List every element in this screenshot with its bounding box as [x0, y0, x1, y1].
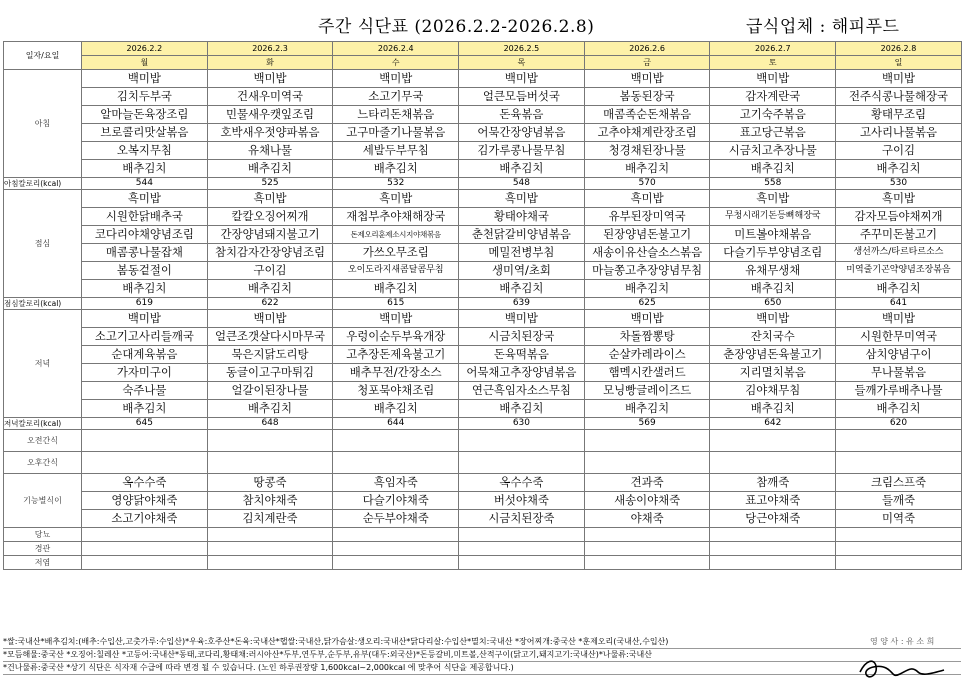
snack-cell [207, 452, 333, 474]
dish-cell: 백미밥 [584, 70, 710, 88]
dish-cell: 청경채된장나물 [584, 142, 710, 160]
calorie-cell: 558 [710, 178, 836, 190]
calorie-cell: 622 [207, 298, 333, 310]
snack-cell [710, 430, 836, 452]
weekly-menu-table [3, 41, 962, 570]
dish-cell: 배추김치 [82, 400, 208, 418]
day-header: 금 [584, 56, 710, 70]
dish-cell: 햄멕시칸샐러드 [584, 364, 710, 382]
dinner-calorie-label: 저녁칼로리(kcal) [4, 418, 82, 430]
breakfast-calorie-label: 아침칼로리(kcal) [4, 178, 82, 190]
snack-label: 오전간식 [4, 430, 82, 452]
dish-cell: 김치두부국 [82, 88, 208, 106]
calorie-cell: 548 [459, 178, 585, 190]
calorie-cell: 639 [459, 298, 585, 310]
dish-cell: 재첩부추야채해장국 [333, 208, 459, 226]
diet-cell [710, 528, 836, 542]
dish-cell: 새송이유산슬소스볶음 [584, 244, 710, 262]
snack-cell [459, 452, 585, 474]
dish-cell: 새송이야채죽 [584, 492, 710, 510]
dish-cell: 흑미밥 [333, 190, 459, 208]
dish-cell: 백미밥 [710, 70, 836, 88]
dish-cell: 가쓰오무조림 [333, 244, 459, 262]
dish-cell: 배추김치 [710, 160, 836, 178]
dish-cell: 백미밥 [207, 310, 333, 328]
dish-cell: 배추김치 [207, 400, 333, 418]
diet-label: 경관 [4, 542, 82, 556]
diet-cell [584, 556, 710, 570]
dish-cell: 표고야채죽 [710, 492, 836, 510]
dish-cell: 간장양념돼지불고기 [207, 226, 333, 244]
dish-cell: 매콤콩나물잡채 [82, 244, 208, 262]
dish-cell: 미역줄기곤약양념조장볶음 [836, 262, 962, 280]
dish-cell: 배추무전/간장소스 [333, 364, 459, 382]
footer-line: *쌀:국내산*배추김치:(배추:수입산,고춧가루:수입산)*우육:호주산*돈육:국내산*햅쌀:국내산,닭가슴살:생오리:국내산*닭다리살:수입산*멸치:국내산 *장어찌개:중국산 *훈제오리(국내산,수입산) [3, 636, 961, 649]
dish-cell: 흑미밥 [836, 190, 962, 208]
calorie-cell: 620 [836, 418, 962, 430]
dish-cell: 김가루콩나물무침 [459, 142, 585, 160]
dish-cell: 백미밥 [333, 310, 459, 328]
dish-cell: 삼치양념구이 [836, 346, 962, 364]
dish-cell: 시원한닭배추국 [82, 208, 208, 226]
diet-cell [836, 528, 962, 542]
dish-cell: 백미밥 [836, 70, 962, 88]
dish-cell: 청포묵야채조림 [333, 382, 459, 400]
dish-cell: 알마늘돈육장조림 [82, 106, 208, 124]
lunch-label: 점심 [4, 190, 82, 298]
dish-cell: 김치계란죽 [207, 510, 333, 528]
title-bar [0, 0, 964, 40]
dish-cell: 생미역/초회 [459, 262, 585, 280]
dish-cell: 돈육볶음 [459, 106, 585, 124]
dish-cell: 배추김치 [459, 280, 585, 298]
diet-cell [459, 556, 585, 570]
diet-cell [584, 542, 710, 556]
snack-cell [584, 430, 710, 452]
dish-cell: 유채무생채 [710, 262, 836, 280]
dish-cell: 참깨죽 [710, 474, 836, 492]
dish-cell: 소고기야채죽 [82, 510, 208, 528]
dish-cell: 견과죽 [584, 474, 710, 492]
day-header: 토 [710, 56, 836, 70]
calorie-cell: 530 [836, 178, 962, 190]
calorie-cell: 532 [333, 178, 459, 190]
snack-cell [333, 452, 459, 474]
date-header: 2026.2.5 [459, 42, 585, 56]
dish-cell: 무청시래기돈등뼈해장국 [710, 208, 836, 226]
dish-cell: 배추김치 [584, 160, 710, 178]
dish-cell: 김야채무침 [710, 382, 836, 400]
functional-label: 기능별식이 [4, 474, 82, 528]
calorie-cell: 648 [207, 418, 333, 430]
footer-notes [3, 636, 961, 675]
dish-cell: 얼갈이된장나물 [207, 382, 333, 400]
dish-cell: 영양닭야채죽 [82, 492, 208, 510]
diet-cell [333, 542, 459, 556]
calorie-cell: 630 [459, 418, 585, 430]
dish-cell: 미트볼야채볶음 [710, 226, 836, 244]
day-header: 수 [333, 56, 459, 70]
dish-cell: 백미밥 [836, 310, 962, 328]
diet-label: 당뇨 [4, 528, 82, 542]
dish-cell: 백미밥 [710, 310, 836, 328]
dish-cell: 흑미밥 [584, 190, 710, 208]
dish-cell: 옥수수죽 [82, 474, 208, 492]
dish-cell: 어묵채고추장양념볶음 [459, 364, 585, 382]
dish-cell: 무나물볶음 [836, 364, 962, 382]
snack-cell [82, 452, 208, 474]
dish-cell: 동글이고구마튀김 [207, 364, 333, 382]
calorie-cell: 619 [82, 298, 208, 310]
dish-cell: 잔치국수 [710, 328, 836, 346]
dish-cell: 어묵간장양념볶음 [459, 124, 585, 142]
dish-cell: 묵은지닭도리탕 [207, 346, 333, 364]
dish-cell: 브로콜리맛살볶음 [82, 124, 208, 142]
dish-cell: 소고기고사리들깨국 [82, 328, 208, 346]
dish-cell: 오이도라지새콤달콤무침 [333, 262, 459, 280]
dish-cell: 코다리야채양념조림 [82, 226, 208, 244]
calorie-cell: 525 [207, 178, 333, 190]
dish-cell: 백미밥 [459, 70, 585, 88]
dish-cell: 백미밥 [82, 310, 208, 328]
dish-cell: 흑미밥 [710, 190, 836, 208]
calorie-cell: 644 [333, 418, 459, 430]
calorie-cell: 641 [836, 298, 962, 310]
dish-cell: 고구마줄기나물볶음 [333, 124, 459, 142]
diet-cell [710, 542, 836, 556]
day-header: 목 [459, 56, 585, 70]
diet-cell [333, 556, 459, 570]
snack-cell [584, 452, 710, 474]
diet-cell [459, 542, 585, 556]
header-label: 일자/요일 [4, 42, 82, 70]
dish-cell: 황태야채국 [459, 208, 585, 226]
dish-cell: 감자모듬야채찌개 [836, 208, 962, 226]
dish-cell: 시원한무미역국 [836, 328, 962, 346]
date-header: 2026.2.7 [710, 42, 836, 56]
dish-cell: 흑미밥 [82, 190, 208, 208]
dish-cell: 백미밥 [584, 310, 710, 328]
calorie-cell: 544 [82, 178, 208, 190]
diet-cell [836, 542, 962, 556]
dish-cell: 유채나물 [207, 142, 333, 160]
dish-cell: 봄동된장국 [584, 88, 710, 106]
calorie-cell: 570 [584, 178, 710, 190]
vendor-name: 급식업체 : 해피푸드 [746, 17, 900, 37]
lunch-calorie-label: 점심칼로리(kcal) [4, 298, 82, 310]
nutritionist-signature [852, 650, 952, 686]
dish-cell: 시금치고추장나물 [710, 142, 836, 160]
dinner-label: 저녁 [4, 310, 82, 418]
snack-label: 오후간식 [4, 452, 82, 474]
diet-cell [82, 528, 208, 542]
diet-cell [82, 556, 208, 570]
dish-cell: 배추김치 [82, 280, 208, 298]
calorie-cell: 650 [710, 298, 836, 310]
dish-cell: 야채죽 [584, 510, 710, 528]
dish-cell: 고추장돈제육불고기 [333, 346, 459, 364]
dish-cell: 마늘쫑고추장양념무침 [584, 262, 710, 280]
dish-cell: 당근야채죽 [710, 510, 836, 528]
day-header: 일 [836, 56, 962, 70]
date-header: 2026.2.3 [207, 42, 333, 56]
dish-cell: 시금치된장죽 [459, 510, 585, 528]
diet-cell [207, 556, 333, 570]
dish-cell: 다슬기야채죽 [333, 492, 459, 510]
diet-cell [836, 556, 962, 570]
dish-cell: 참치야채죽 [207, 492, 333, 510]
dish-cell: 흑미밥 [207, 190, 333, 208]
dish-cell: 배추김치 [584, 280, 710, 298]
dish-cell: 우렁이순두부육개장 [333, 328, 459, 346]
dish-cell: 차돌짬뽕탕 [584, 328, 710, 346]
dish-cell: 백미밥 [333, 70, 459, 88]
diet-cell [207, 542, 333, 556]
dish-cell: 민물새우캣잎조림 [207, 106, 333, 124]
footer-line: *건나물류:중국산 *상기 식단은 식자재 수급에 따라 변경 될 수 있습니다. (노인 하루권장량 1,600kcal~2,000kcal 에 맞추어 식단을 제공합니다.) [3, 662, 961, 675]
dish-cell: 모닝빵글레이즈드 [584, 382, 710, 400]
dish-cell: 지리멸치볶음 [710, 364, 836, 382]
dish-cell: 생선까스/타르타르소스 [836, 244, 962, 262]
date-header: 2026.2.4 [333, 42, 459, 56]
diet-cell [710, 556, 836, 570]
dish-cell: 소고기무국 [333, 88, 459, 106]
dish-cell: 배추김치 [836, 400, 962, 418]
dish-cell: 배추김치 [459, 400, 585, 418]
calorie-cell: 625 [584, 298, 710, 310]
dish-cell: 구이김 [207, 262, 333, 280]
dish-cell: 유부된장미역국 [584, 208, 710, 226]
dish-cell: 배추김치 [333, 280, 459, 298]
diet-cell [82, 542, 208, 556]
dish-cell: 호박새우젓양파볶음 [207, 124, 333, 142]
calorie-cell: 569 [584, 418, 710, 430]
dish-cell: 참치감자간장양념조림 [207, 244, 333, 262]
dish-cell: 건새우미역국 [207, 88, 333, 106]
dish-cell: 버섯야채죽 [459, 492, 585, 510]
snack-cell [710, 452, 836, 474]
dish-cell: 얼큰모듬버섯국 [459, 88, 585, 106]
dish-cell: 땅콩죽 [207, 474, 333, 492]
dish-cell: 느타리돈채볶음 [333, 106, 459, 124]
dish-cell: 메밀전병부침 [459, 244, 585, 262]
dish-cell: 백미밥 [82, 70, 208, 88]
dish-cell: 흑임자죽 [333, 474, 459, 492]
day-header: 화 [207, 56, 333, 70]
snack-cell [207, 430, 333, 452]
dish-cell: 오복지무침 [82, 142, 208, 160]
date-header: 2026.2.2 [82, 42, 208, 56]
diet-label: 저염 [4, 556, 82, 570]
dish-cell: 배추김치 [710, 280, 836, 298]
dish-cell: 배추김치 [584, 400, 710, 418]
dish-cell: 옥수수죽 [459, 474, 585, 492]
dish-cell: 순대계육볶음 [82, 346, 208, 364]
dish-cell: 흑미밥 [459, 190, 585, 208]
dish-cell: 순두부야채죽 [333, 510, 459, 528]
dish-cell: 칼칼오징어찌개 [207, 208, 333, 226]
date-header: 2026.2.8 [836, 42, 962, 56]
page-title: 주간 식단표 (2026.2.2-2026.2.8) [318, 17, 595, 37]
diet-cell [584, 528, 710, 542]
dish-cell: 매콤족순돈채볶음 [584, 106, 710, 124]
dish-cell: 춘장양념돈육불고기 [710, 346, 836, 364]
nutritionist-name: 영 양 사 : 유 소 희 [870, 637, 935, 646]
diet-cell [459, 528, 585, 542]
dish-cell: 춘천닭갈비양념볶음 [459, 226, 585, 244]
dish-cell: 배추김치 [836, 160, 962, 178]
calorie-cell: 645 [82, 418, 208, 430]
dish-cell: 배추김치 [82, 160, 208, 178]
dish-cell: 백미밥 [459, 310, 585, 328]
date-header: 2026.2.6 [584, 42, 710, 56]
dish-cell: 배추김치 [207, 280, 333, 298]
dish-cell: 숙주나물 [82, 382, 208, 400]
dish-cell: 주꾸미돈불고기 [836, 226, 962, 244]
dish-cell: 얼큰조갯살다시마무국 [207, 328, 333, 346]
dish-cell: 고추야채계란장조림 [584, 124, 710, 142]
breakfast-label: 아침 [4, 70, 82, 178]
dish-cell: 연근흑임자소스무침 [459, 382, 585, 400]
dish-cell: 표고당근볶음 [710, 124, 836, 142]
dish-cell: 순살카레라이스 [584, 346, 710, 364]
snack-cell [836, 430, 962, 452]
snack-cell [333, 430, 459, 452]
dish-cell: 들깨죽 [836, 492, 962, 510]
dish-cell: 고사리나물볶음 [836, 124, 962, 142]
dish-cell: 크림스프죽 [836, 474, 962, 492]
dish-cell: 시금치된장국 [459, 328, 585, 346]
dish-cell: 다슬기두부양념조림 [710, 244, 836, 262]
dish-cell: 배추김치 [710, 400, 836, 418]
diet-cell [207, 528, 333, 542]
dish-cell: 황태무조림 [836, 106, 962, 124]
day-header: 월 [82, 56, 208, 70]
dish-cell: 미역죽 [836, 510, 962, 528]
dish-cell: 배추김치 [207, 160, 333, 178]
dish-cell: 세발두부무침 [333, 142, 459, 160]
calorie-cell: 642 [710, 418, 836, 430]
dish-cell: 가자미구이 [82, 364, 208, 382]
dish-cell: 백미밥 [207, 70, 333, 88]
dish-cell: 봄동겉절이 [82, 262, 208, 280]
dish-cell: 고기숙주볶음 [710, 106, 836, 124]
footer-line: *모듬해물:중국산 *오징어:칠레산 *고등어:국내산*동태,코다리,황태채:러시아산*두부,연두부,순두부,유부(대두:외국산)*돈등갈비,미트볼,산적구이(닭고기,돼지고기:국내산)*나물류:국내산 [3, 649, 961, 662]
dish-cell: 된장양념돈불고기 [584, 226, 710, 244]
snack-cell [459, 430, 585, 452]
dish-cell: 배추김치 [836, 280, 962, 298]
dish-cell: 돈육떡볶음 [459, 346, 585, 364]
snack-cell [82, 430, 208, 452]
dish-cell: 배추김치 [333, 400, 459, 418]
dish-cell: 들깨가루배추나물 [836, 382, 962, 400]
calorie-cell: 615 [333, 298, 459, 310]
dish-cell: 배추김치 [459, 160, 585, 178]
dish-cell: 감자계란국 [710, 88, 836, 106]
dish-cell: 돈제오리훈제소시지야채볶음 [333, 226, 459, 244]
dish-cell: 전주식콩나물해장국 [836, 88, 962, 106]
dish-cell: 배추김치 [333, 160, 459, 178]
dish-cell: 구이김 [836, 142, 962, 160]
snack-cell [836, 452, 962, 474]
diet-cell [333, 528, 459, 542]
